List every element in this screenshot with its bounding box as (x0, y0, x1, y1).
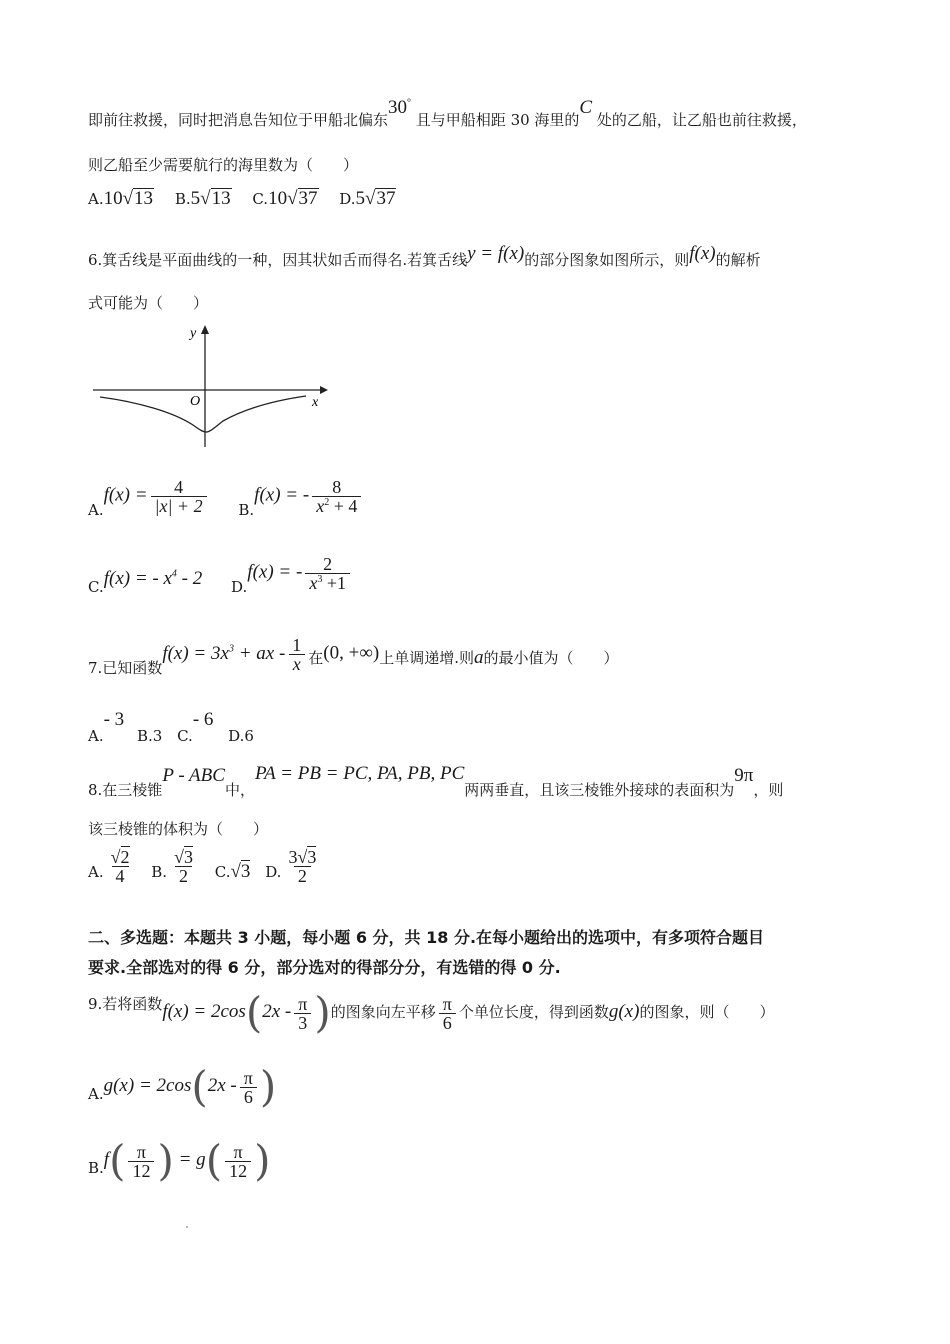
point-c: C (579, 97, 593, 118)
q6-expr-f: f(x) (689, 243, 716, 264)
q7-options (88, 709, 270, 745)
y-axis-label: y (190, 326, 197, 341)
q5-option-a[interactable]: A.10√13 (88, 188, 154, 209)
witch-curve (100, 396, 306, 432)
q6-line2: 式可能为（ ） (88, 294, 209, 312)
q5-option-d[interactable]: D.5√37 (339, 188, 396, 209)
q7-interval: (0, +∞) (323, 642, 380, 664)
page-speck (186, 1226, 188, 1228)
q5-options (88, 188, 412, 208)
y-axis-arrow (201, 325, 209, 334)
q6-option-d[interactable]: D.f(x) = - $\frac{2}{x^3 +1}$ (231, 555, 353, 592)
q6-options-cd (88, 554, 369, 596)
x-axis-arrow (320, 386, 328, 394)
origin-label: O (190, 394, 201, 409)
q8-line1: 8.在三棱锥P - ABC中，PA = PB = PC, PA, PB, PC两两垂直，且该三棱锥外接球的表面积为9π，则 (88, 763, 784, 799)
q7-option-a[interactable]: A.- 3 (88, 709, 125, 745)
q7-option-b[interactable]: B.3 (136, 727, 163, 745)
q8-options (88, 848, 339, 885)
section2-heading-line1: 二、多选题：本题共 3 小题，每小题 6 分，共 18 分.在每小题给出的选项中，有多项符合题目 (88, 928, 765, 947)
q5-option-b[interactable]: B.5√13 (174, 188, 231, 209)
q9-option-a[interactable]: A.g(x) = 2cos(2x - $\frac{\pi}{6}$ ) (88, 1062, 277, 1111)
q7-line1: 7.已知函数$f(x) = 3x^3$ + ax - $\frac{1}{x}$ 在(0, +∞)上单调递增.则a的最小值为（ ） (88, 635, 619, 677)
q8-area: 9π (734, 765, 754, 786)
q8-condition: PA = PB = PC, PA, PB, PC (254, 763, 465, 784)
q6-expr-y: y = f(x) (467, 243, 525, 264)
q8-option-d[interactable]: D. $\frac{3√3}{2}$ (265, 847, 317, 886)
q8-option-b[interactable]: B. $\frac{√3}{2}$ (151, 847, 193, 886)
witch-curve-graph (88, 322, 328, 452)
q6-option-a[interactable]: A.f(x) = $\frac{4}{|x| + 2}$ (88, 478, 210, 515)
x-axis-label: x (312, 395, 319, 410)
q8-option-a[interactable]: A. $\frac{√2}{4}$ (88, 847, 130, 886)
q8-line2: 该三棱锥的体积为（ ） (88, 820, 269, 838)
q7-option-c[interactable]: C.- 6 (177, 709, 214, 745)
q6-options-ab (88, 477, 380, 519)
angle-value: 30° (388, 97, 412, 118)
q5-line1: 即前往救援，同时把消息告知位于甲船北偏东30° 且与甲船相距 30 海里的C 处的乙船，让乙船也前往救援， (88, 97, 807, 129)
q6-line1: 6.箕舌线是平面曲线的一种，因其状如舌而得名.若箕舌线y = f(x)的部分图象如图所示，则f(x)的解析 (88, 243, 761, 269)
q8-option-c[interactable]: C.√3 (214, 860, 251, 882)
q6-option-c[interactable]: C.f(x) = - $x^4 - 2$ (88, 567, 203, 596)
q7-var-a: a (474, 646, 484, 668)
q9-gx: g(x) (608, 1001, 640, 1022)
q9-line1: 9.若将函数f(x) = 2cos(2x - $\frac{\pi}{3}$ )的图象向左平移 $\frac{\pi}{6}$ 个单位长度，得到函数g(x)的图象，则（ ） (88, 988, 775, 1037)
q9-option-b[interactable]: B.f( $\frac{\pi}{12}$ ) = g( $\frac{\pi}{12}$ ) (88, 1136, 271, 1185)
section2-heading-line2: 要求.全部选对的得 6 分，部分选对的得部分分，有选错的得 0 分. (88, 958, 561, 977)
q5-line2: 则乙船至少需要航行的海里数为（ ） (88, 156, 359, 174)
q6-option-b[interactable]: B.f(x) = - $\frac{8}{x^2 + 4}$ (238, 478, 364, 515)
q8-pyramid: P - ABC (162, 765, 225, 786)
q5-option-c[interactable]: C.10√37 (252, 188, 318, 209)
q7-option-d[interactable]: D.6 (228, 727, 254, 745)
